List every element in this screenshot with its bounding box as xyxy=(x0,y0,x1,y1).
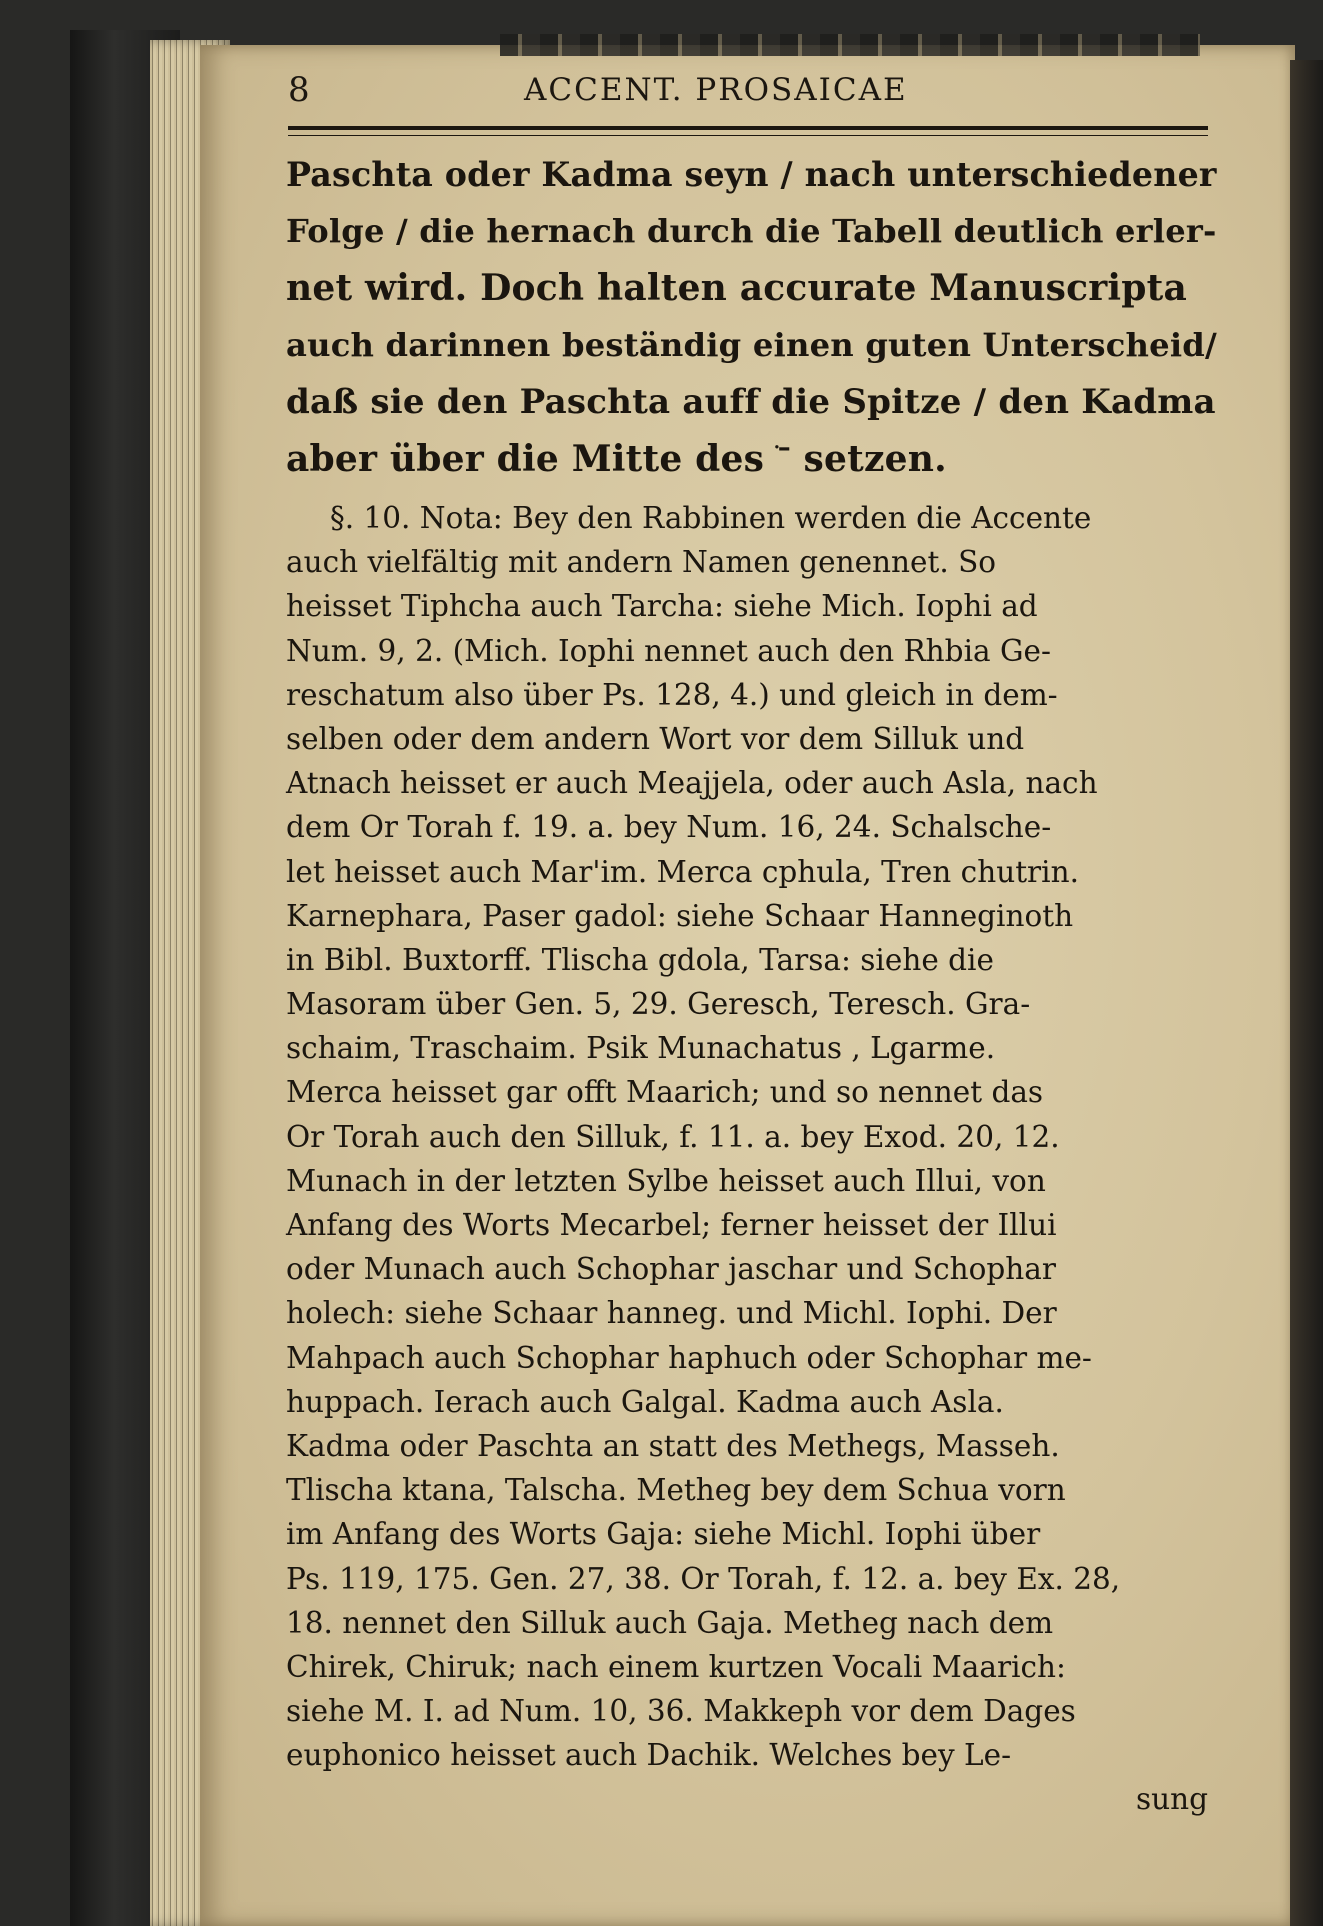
text-line: Paschta oder Kadma seyn / nach unterschiedener xyxy=(286,155,1217,194)
text-line: Mahpach auch Schophar haphuch oder Schophar me- xyxy=(286,1340,1092,1375)
text-line: net wird. Doch halten accurate Manuscripta xyxy=(286,267,1187,309)
text-line: Folge / die hernach durch die Tabell deutlich erler- xyxy=(286,212,1217,250)
text-line: daß sie den Paschta auff die Spitze / den Kadma xyxy=(286,382,1216,422)
text-line: let heisset auch Mar'im. Merca cphula, Tren chutrin. xyxy=(286,854,1079,889)
text-line: aber über die Mitte des ־ׁ setzen. xyxy=(286,438,947,480)
text-line: selben oder dem andern Wort vor dem Silluk und xyxy=(286,721,1025,756)
right-page-edge xyxy=(1290,60,1323,1926)
text-line: huppach. Ierach auch Galgal. Kadma auch Asla. xyxy=(286,1384,1004,1419)
paragraph-2 xyxy=(286,496,1216,1777)
page-body xyxy=(286,146,1216,1822)
text-line: Masoram über Gen. 5, 29. Geresch, Teresch. Gra- xyxy=(286,987,1031,1022)
text-line: Tlischa ktana, Talscha. Metheg bey dem Schua vorn xyxy=(286,1473,1066,1508)
text-line: Num. 9, 2. (Mich. Iophi nennet auch den Rhbia Ge- xyxy=(286,633,1051,668)
text-line: dem Or Torah f. 19. a. bey Num. 16, 24. Schalsche- xyxy=(286,810,1052,845)
text-line: euphonico heisset auch Dachik. Welches bey Le- xyxy=(286,1738,1012,1773)
running-title: ACCENT. PROSAICAE xyxy=(524,72,908,108)
text-line: holech: siehe Schaar hanneg. und Michl. Iophi. Der xyxy=(286,1296,1057,1331)
text-line: schaim, Traschaim. Psik Munachatus , Lgarme. xyxy=(286,1031,996,1066)
text-line: 18. nennet den Silluk auch Gaja. Metheg nach dem xyxy=(286,1605,1054,1640)
catchword: sung xyxy=(1135,1782,1208,1817)
text-line: §. 10. Nota: Bey den Rabbinen werden die Accente xyxy=(330,501,1092,535)
text-line: reschatum also über Ps. 128, 4.) und gleich in dem- xyxy=(286,677,1058,712)
text-line: auch vielfältig mit andern Namen genennet. So xyxy=(286,545,997,580)
page-header xyxy=(288,70,1208,116)
page-number: 8 xyxy=(288,70,310,110)
text-line: Merca heisset gar offt Maarich; und so nennet das xyxy=(286,1075,1044,1110)
text-line: Or Torah auch den Silluk, f. 11. a. bey Exod. 20, 12. xyxy=(286,1119,1060,1154)
text-line: Kadma oder Paschta an statt des Methegs, Masseh. xyxy=(286,1428,1060,1463)
text-line: siehe M. I. ad Num. 10, 36. Makkeph vor dem Dages xyxy=(286,1694,1076,1729)
text-line: Atnach heisset er auch Meajjela, oder auch Asla, nach xyxy=(286,766,1098,801)
text-line: auch darinnen beständig einen guten Unterscheid/ xyxy=(286,326,1217,364)
text-line: heisset Tiphcha auch Tarcha: siehe Mich. Iophi ad xyxy=(286,589,1038,624)
paragraph-1 xyxy=(286,146,1216,488)
text-line: in Bibl. Buxtorff. Tlischa gdola, Tarsa: siehe die xyxy=(286,942,994,977)
header-rule xyxy=(288,126,1208,130)
text-line: oder Munach auch Schophar jaschar und Schophar xyxy=(286,1252,1056,1287)
text-line: Munach in der letzten Sylbe heisset auch Illui, von xyxy=(286,1163,1046,1198)
text-line: im Anfang des Worts Gaja: siehe Michl. Iophi über xyxy=(286,1517,1041,1552)
text-line: Anfang des Worts Mecarbel; ferner heisset der Illui xyxy=(286,1208,1057,1242)
torn-page-scrap xyxy=(500,34,1200,56)
text-line: Ps. 119, 175. Gen. 27, 38. Or Torah, f. 12. a. bey Ex. 28, xyxy=(286,1561,1121,1596)
text-line: Karnephara, Paser gadol: siehe Schaar Hanneginoth xyxy=(286,898,1074,933)
text-line: Chirek, Chiruk; nach einem kurtzen Vocali Maarich: xyxy=(286,1649,1066,1684)
